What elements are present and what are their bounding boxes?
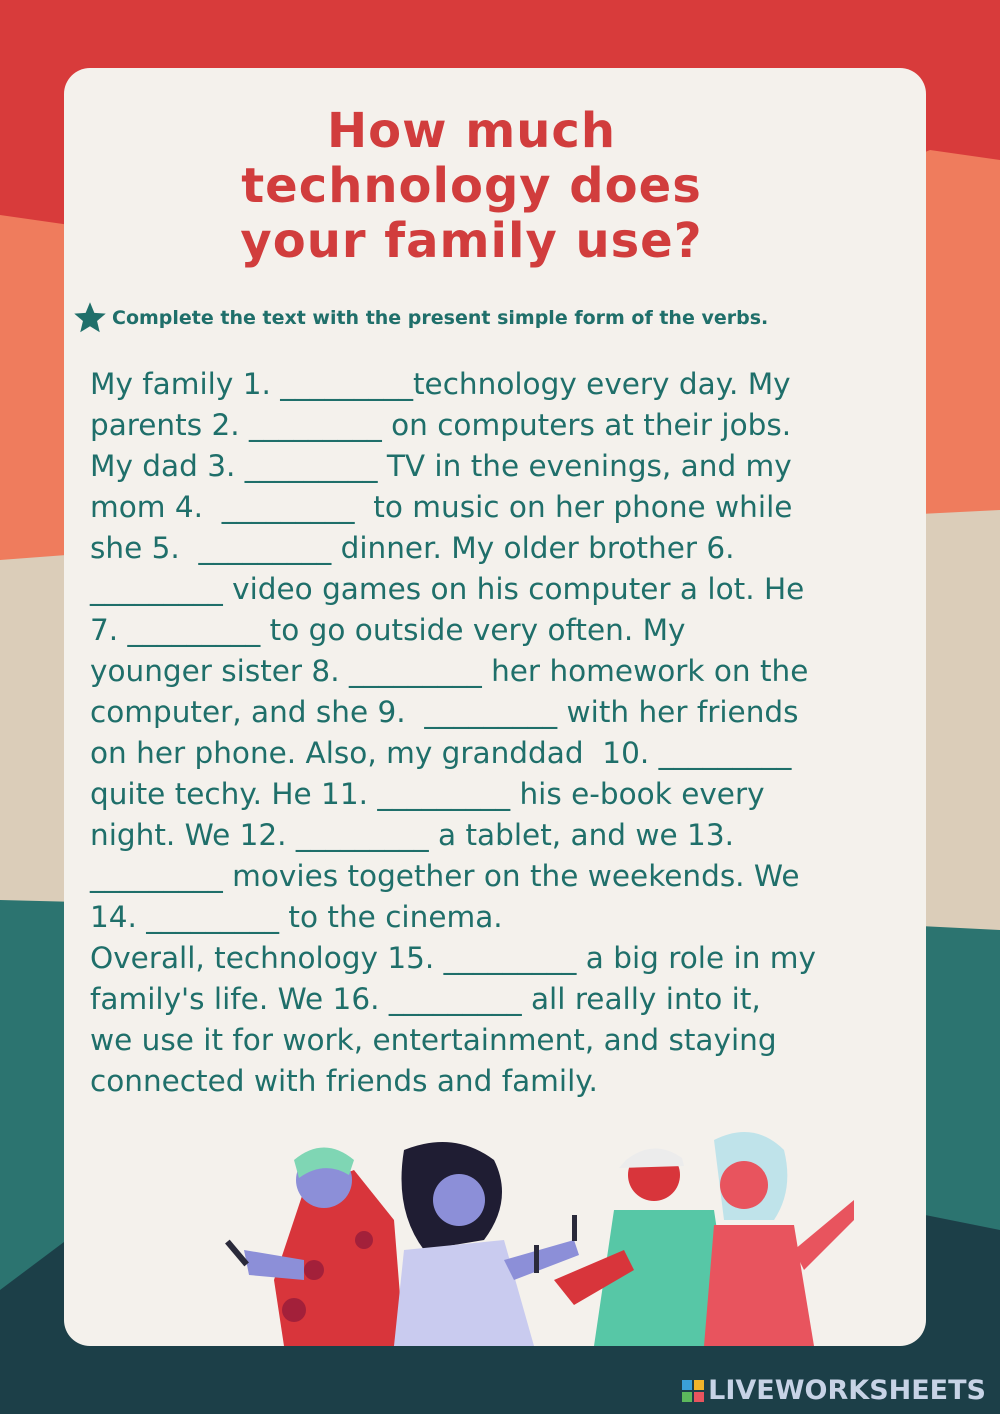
instruction-text: Complete the text with the present simple form of the verbs. (112, 307, 769, 329)
passage-line: parents 2. _________ on computers at their jobs. (90, 408, 792, 442)
fill-in-passage (90, 364, 910, 1102)
passage-line: quite techy. He 11. _________ his e-book every (90, 777, 765, 811)
passage-line: _________ movies together on the weekends. We (90, 859, 800, 893)
liveworksheets-logo-icon (682, 1380, 704, 1402)
watermark-text: LIVEWORKSHEETS (708, 1375, 986, 1406)
people-with-phones-illustration (154, 1130, 854, 1346)
passage-line: My family 1. _________technology every day. My (90, 367, 791, 401)
star-icon (72, 300, 108, 336)
passage-line: Overall, technology 15. _________ a big role in my (90, 941, 816, 975)
passage-line: night. We 12. _________ a tablet, and we 13. (90, 818, 734, 852)
worksheet-title (64, 104, 879, 269)
passage-line: _________ video games on his computer a lot. He (90, 572, 805, 606)
passage-line: 7. _________ to go outside very often. My (90, 613, 686, 647)
liveworksheets-watermark (682, 1375, 986, 1406)
title-line: your family use? (240, 213, 703, 269)
worksheet-card (64, 68, 926, 1346)
passage-line: 14. _________ to the cinema. (90, 900, 503, 934)
title-line: technology does (241, 158, 702, 214)
passage-line: she 5. _________ dinner. My older brother 6. (90, 531, 735, 565)
passage-line: we use it for work, entertainment, and staying (90, 1023, 777, 1057)
passage-line: on her phone. Also, my granddad 10. _________ (90, 736, 792, 770)
passage-line: mom 4. _________ to music on her phone while (90, 490, 793, 524)
passage-line: connected with friends and family. (90, 1064, 598, 1098)
passage-line: family's life. We 16. _________ all really into it, (90, 982, 761, 1016)
instruction-row (72, 300, 922, 336)
passage-line: younger sister 8. _________ her homework on the (90, 654, 809, 688)
passage-line: My dad 3. _________ TV in the evenings, and my (90, 449, 792, 483)
passage-line: computer, and she 9. _________ with her friends (90, 695, 799, 729)
title-line: How much (326, 103, 616, 159)
